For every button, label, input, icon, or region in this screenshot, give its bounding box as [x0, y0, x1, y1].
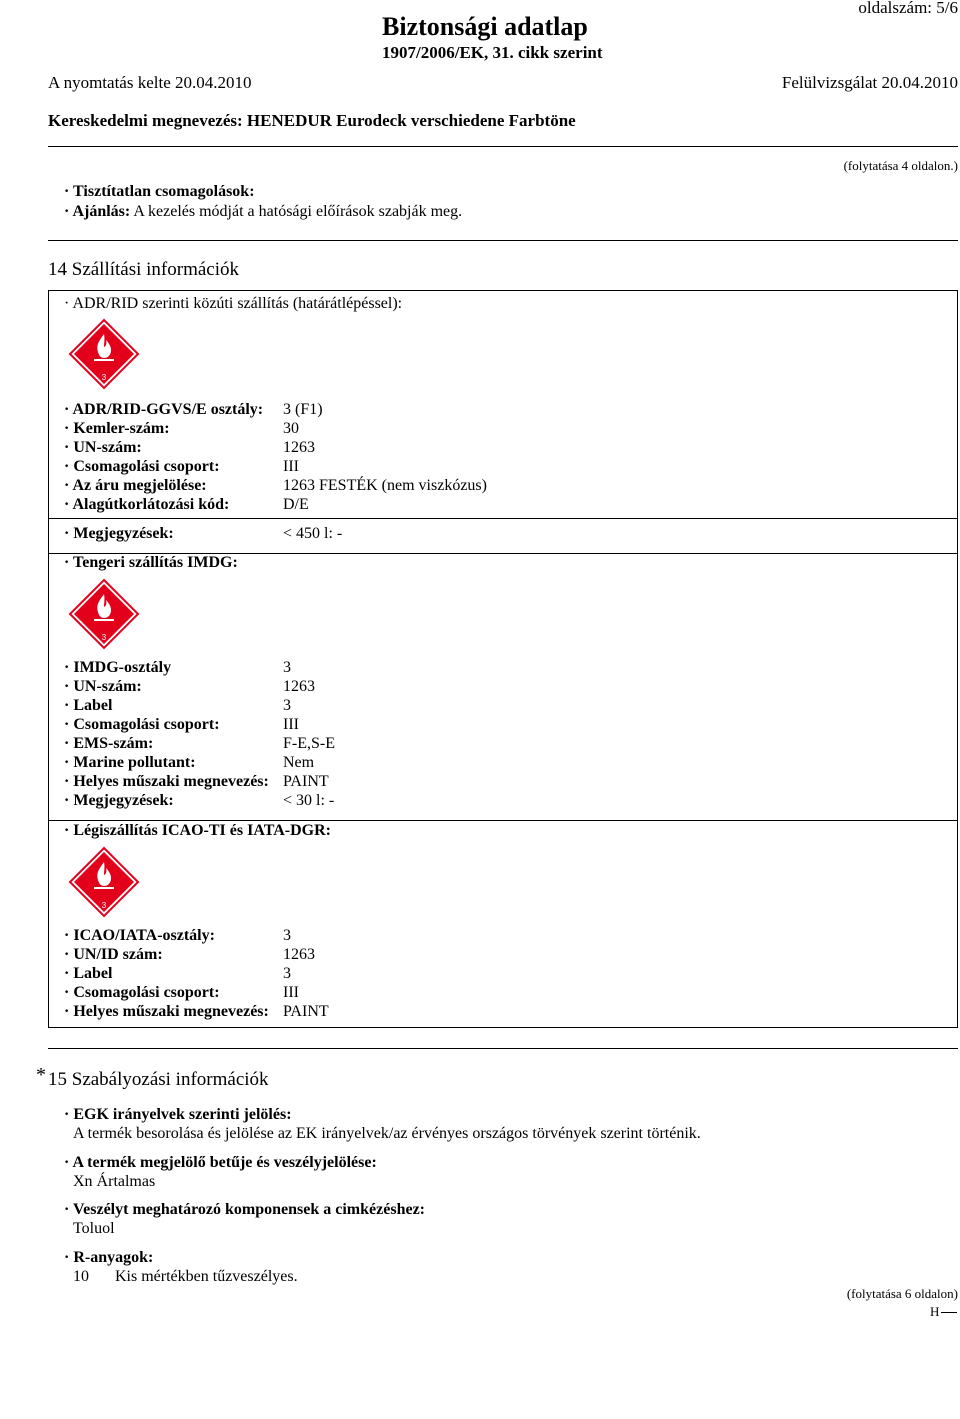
header-rule	[48, 146, 958, 147]
imdg-row-label: · Marine pollutant:	[64, 754, 196, 771]
adr-row-label: · ADR/RID-GGVS/E osztály:	[64, 401, 264, 418]
adr-row-value: 1263 FESTÉK (nem viszkózus)	[283, 477, 487, 494]
adr-heading: · ADR/RID szerinti közúti szállítás (határátlépéssel):	[64, 295, 403, 312]
document-title: Biztonsági adatlap	[382, 12, 588, 41]
adr-remarks-label: · Megjegyzések:	[64, 525, 174, 542]
flammable-hazard-icon	[68, 578, 140, 650]
regulatory-text: Xn Ártalmas	[73, 1173, 156, 1190]
continued-from: (folytatása 4 oldalon.)	[843, 158, 958, 173]
flammable-hazard-icon	[68, 846, 140, 918]
flammable-hazard-icon	[68, 318, 140, 390]
air-row-label: · Helyes műszaki megnevezés:	[64, 1003, 269, 1020]
air-row-value: 3	[283, 965, 291, 982]
revision-date: Felülvizsgálat 20.04.2010	[781, 73, 958, 92]
regulatory-label: · R-anyagok:	[64, 1249, 154, 1266]
adr-row-label: · Kemler-szám:	[64, 420, 170, 437]
imdg-row-value: PAINT	[283, 773, 329, 790]
adr-row-value: 30	[283, 420, 299, 437]
section-14-heading: 14 Szállítási információk	[48, 259, 240, 280]
air-row-label: · Label	[64, 965, 113, 982]
air-row-value: 1263	[283, 946, 315, 963]
hazard-class-digit: 3	[101, 373, 107, 382]
packaging-heading: · Tisztítatlan csomagolások:	[64, 183, 255, 200]
revision-star: *	[36, 1064, 46, 1086]
adr-row-value: 1263	[283, 439, 315, 456]
air-heading: · Légiszállítás ICAO-TI és IATA-DGR:	[64, 822, 331, 839]
section-15-heading: 15 Szabályozási információk	[48, 1069, 269, 1090]
air-row-label: · ICAO/IATA-osztály:	[64, 927, 215, 944]
footer-code-rule	[941, 1312, 957, 1313]
imdg-heading: · Tengeri szállítás IMDG:	[64, 554, 238, 571]
document-subtitle: 1907/2006/EK, 31. cikk szerint	[382, 43, 603, 62]
regulatory-label: · Veszélyt meghatározó komponensek a cimkézéshez:	[64, 1201, 425, 1218]
print-date: A nyomtatás kelte 20.04.2010	[48, 73, 252, 92]
air-row-label: · Csomagolási csoport:	[64, 984, 220, 1001]
adr-row-label: · UN-szám:	[64, 439, 142, 456]
adr-remarks-rule	[48, 518, 958, 519]
footer-code: H	[930, 1304, 940, 1319]
adr-box	[48, 290, 958, 554]
imdg-row-value: F-E,S-E	[283, 735, 335, 752]
imdg-row-value: III	[283, 716, 299, 733]
imdg-row-value: 3	[283, 659, 291, 676]
adr-row-label: · Az áru megjelölése:	[64, 477, 207, 494]
imdg-row-label: · IMDG-osztály	[64, 659, 172, 676]
hazard-class-digit: 3	[101, 901, 107, 910]
adr-row-value: D/E	[283, 496, 309, 513]
air-row-label: · UN/ID szám:	[64, 946, 163, 963]
imdg-row-value: 3	[283, 697, 291, 714]
adr-row-value: 3 (F1)	[283, 401, 323, 418]
adr-remarks-value: < 450 l: -	[283, 525, 343, 542]
packaging-recommendation	[64, 203, 462, 221]
imdg-row-value: Nem	[283, 754, 315, 771]
imdg-row-label: · EMS-szám:	[64, 735, 154, 752]
imdg-row-label: · Csomagolási csoport:	[64, 716, 220, 733]
imdg-row-value: 1263	[283, 678, 315, 695]
air-row-value: III	[283, 984, 299, 1001]
r-phrase-text: Kis mértékben tűzveszélyes.	[115, 1268, 298, 1285]
regulatory-text: A termék besorolása és jelölése az EK irányelvek/az érvényes országos törvények szerint történik.	[73, 1125, 701, 1142]
recommendation-label: · Ajánlás:	[64, 203, 131, 220]
imdg-row-label: · UN-szám:	[64, 678, 142, 695]
regulatory-label: · A termék megjelölő betűje és veszélyjelölése:	[64, 1154, 377, 1171]
air-row-value: 3	[283, 927, 291, 944]
r-phrase-code: 10	[73, 1268, 89, 1285]
adr-row-value: III	[283, 458, 299, 475]
imdg-row-label: · Megjegyzések:	[64, 792, 174, 809]
page-number: oldalszám: 5/6	[858, 0, 958, 17]
regulatory-text: Toluol	[73, 1220, 115, 1237]
imdg-row-label: · Helyes műszaki megnevezés:	[64, 773, 269, 790]
hazard-class-digit: 3	[101, 633, 107, 642]
adr-row-label: · Csomagolási csoport:	[64, 458, 220, 475]
continued-to: (folytatása 6 oldalon)	[846, 1286, 958, 1301]
imdg-row-value: < 30 l: -	[283, 792, 335, 809]
recommendation-text: A kezelés módját a hatósági előírások szabják meg.	[133, 203, 463, 220]
trade-name: Kereskedelmi megnevezés: HENEDUR Eurodeck verschiedene Farbtöne	[48, 111, 576, 130]
section-rule	[48, 240, 958, 241]
adr-row-label: · Alagútkorlátozási kód:	[64, 496, 230, 513]
imdg-row-label: · Label	[64, 697, 113, 714]
section-rule	[48, 1048, 958, 1049]
air-row-value: PAINT	[283, 1003, 329, 1020]
regulatory-label: · EGK irányelvek szerinti jelölés:	[64, 1106, 292, 1123]
